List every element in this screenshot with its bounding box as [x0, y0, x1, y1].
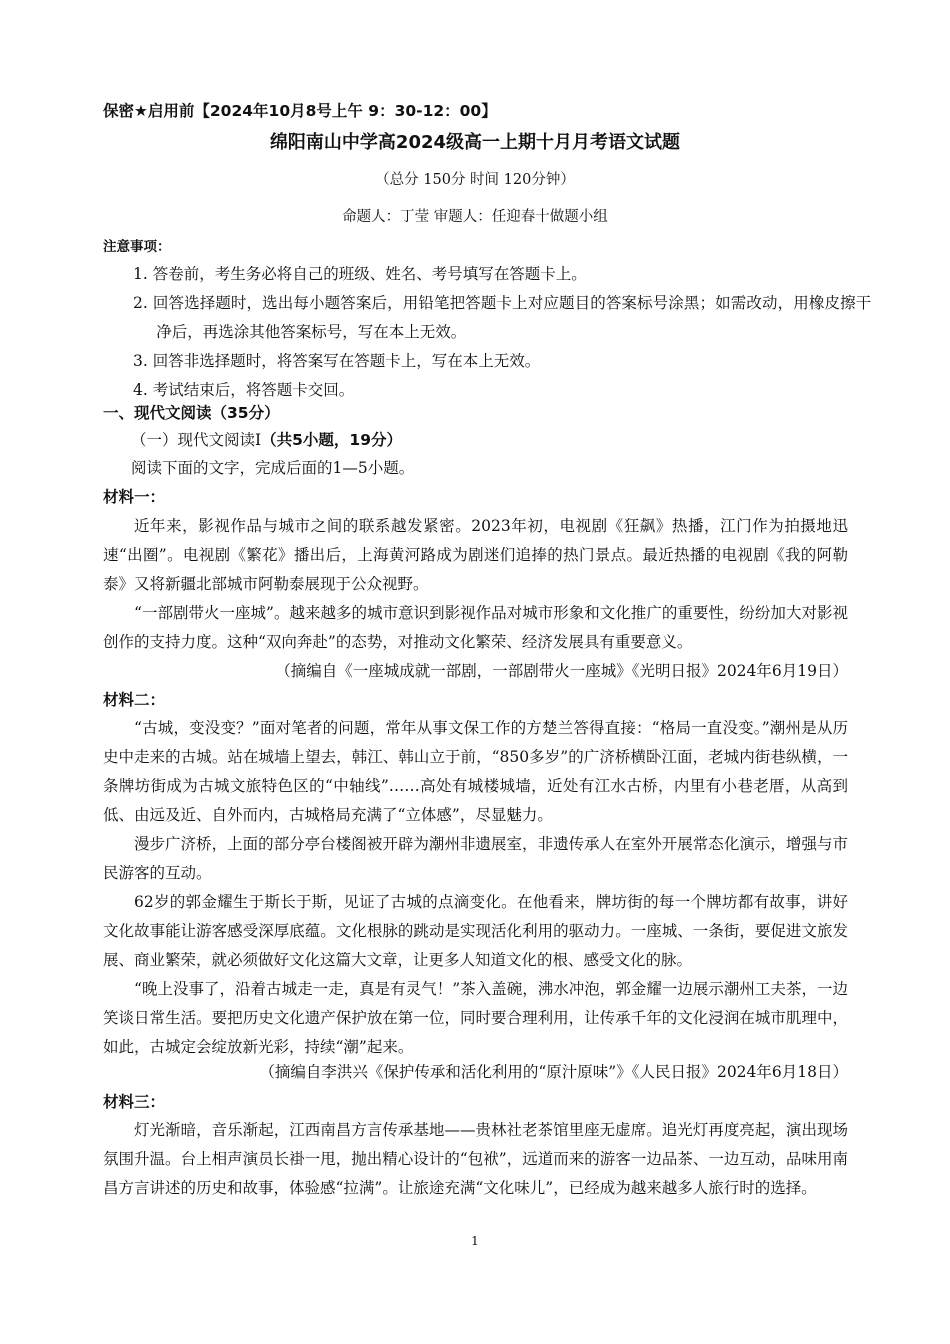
material-source: （摘编自《一座城成就一部剧，一部剧带火一座城》《光明日报》2024年6月19日）: [275, 662, 848, 680]
material-paragraph: 近年来，影视作品与城市之间的联系越发紧密。2023年初，电视剧《狂飙》热播，江门作为拍摄地迅速“出圈”。电视剧《繁花》播出后，上海黄河路成为剧迷们追捧的热门景点。最近热播的电视剧《我的阿勒泰》又将新疆北部城市阿勒泰展现于公众视野。: [103, 517, 848, 593]
authors-line: 命题人：丁莹 审题人：任迎春十做题小组: [342, 209, 608, 225]
material-paragraph: “一部剧带火一座城”。越来越多的城市意识到影视作品对城市形象和文化推广的重要性，纷纷加大对影视创作的支持力度。这种“双向奔赴”的态势，对推动文化繁荣、经济发展具有重要意义。: [103, 604, 848, 651]
note-item: 3. 回答非选择题时，将答案写在答题卡上，写在本上无效。: [133, 352, 541, 370]
note-item: 4. 考试结束后，将答题卡交回。: [133, 381, 355, 399]
score-time: （总分 150分 时间 120分钟）: [375, 172, 575, 188]
sub-heading-suffix: （共5小题，19分）: [261, 431, 402, 449]
material-paragraph: 62岁的郭金耀生于斯长于斯，见证了古城的点滴变化。在他看来，牌坊街的每一个牌坊都有故事，讲好文化故事能让游客感受深厚底蕴。文化根脉的跳动是实现活化利用的驱动力。一座城、一条街，要促进文旅发展、商业繁荣，就必须做好文化这篇大文章，让更多人知道文化的根、感受文化的脉。: [103, 893, 848, 969]
note-item: 1. 答卷前，考生务必将自己的班级、姓名、考号填写在答题卡上。: [133, 265, 587, 283]
material-label: 材料一：: [103, 488, 166, 506]
notes-label: 注意事项：: [103, 239, 171, 255]
note-item: 2. 回答选择题时，选出每小题答案后，用铅笔把答题卡上对应题目的答案标号涂黑；如需改动，用橡皮擦干净后，再选涂其他答案标号，写在本上无效。: [133, 294, 872, 341]
material-label: 材料二：: [103, 691, 166, 709]
material-label: 材料三：: [103, 1093, 166, 1111]
page-number: 1: [471, 1234, 479, 1248]
confidential-line: 保密★启用前【2024年10月8号上午 9：30-12：00】: [103, 102, 497, 120]
sub-section-heading: [131, 430, 402, 450]
material-paragraph: “晚上没事了，沿着古城走一走，真是有灵气！”茶入盖碗，沸水冲泡，郭金耀一边展示潮州工夫茶，一边笑谈日常生活。要把历史文化遗产保护放在第一位，同时要合理利用，让传承千年的文化浸润在城市肌理中，如此，古城定会绽放新光彩，持续“潮”起来。: [103, 980, 848, 1056]
material-paragraph: 漫步广济桥，上面的部分亭台楼阁被开辟为潮州非遗展室，非遗传承人在室外开展常态化演示，增强与市民游客的互动。: [103, 835, 848, 882]
sub-heading-prefix: （一）现代文阅读Ⅰ: [131, 431, 262, 449]
material-source: （摘编自李洪兴《保护传承和活化利用的“原汁原味”》《人民日报》2024年6月18日）: [259, 1063, 848, 1081]
material-paragraph: 灯光渐暗，音乐渐起，江西南昌方言传承基地——贵林社老茶馆里座无虚席。追光灯再度亮起，演出现场氛围升温。台上相声演员长褂一甩，抛出精心设计的“包袱”，远道而来的游客一边品茶、一边互动，品味用南昌方言讲述的历史和故事，体验感“拉满”。让旅途充满“文化味儿”，已经成为越来越多人旅行时的选择。: [103, 1121, 848, 1197]
section-heading: 一、现代文阅读（35分）: [103, 404, 280, 422]
exam-title: 绵阳南山中学高2024级高一上期十月月考语文试题: [269, 132, 681, 153]
material-paragraph: “古城，变没变？”面对笔者的问题，常年从事文保工作的方楚兰答得直接：“格局一直没变。”潮州是从历史中走来的古城。站在城墙上望去，韩江、韩山立于前，“850多岁”的广济桥横卧江面，老城内街巷纵横，一条牌坊街成为古城文旅特色区的“中轴线”……高处有城楼城墙，近处有江水古桥，内里有小巷老厝，从高到低、由远及近、自外而内，古城格局充满了“立体感”，尽显魅力。: [103, 719, 848, 824]
reading-instruction: 阅读下面的文字，完成后面的1—5小题。: [131, 459, 415, 477]
